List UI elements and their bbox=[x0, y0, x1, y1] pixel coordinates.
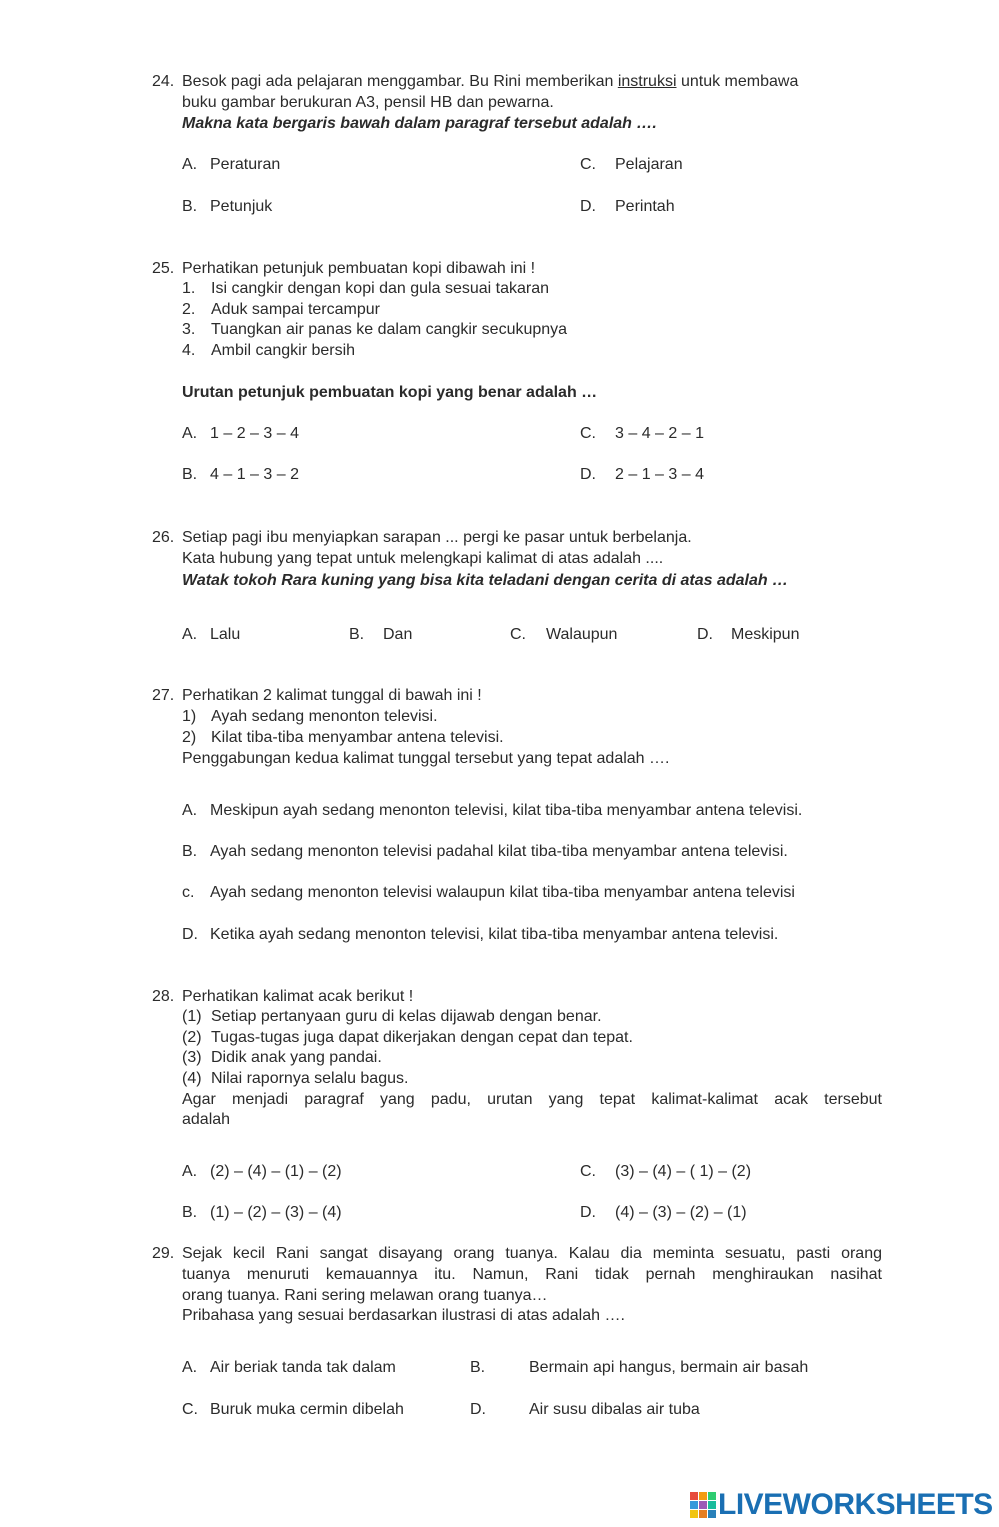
step-text: Tuangkan air panas ke dalam cangkir secukupnya bbox=[211, 321, 568, 338]
sentence-text: Ayah sedang menonton televisi. bbox=[211, 708, 438, 725]
option-a-text: Peraturan bbox=[210, 156, 281, 173]
option-c-text: 3 – 4 – 2 – 1 bbox=[615, 425, 704, 442]
option-b-text: (1) – (2) – (3) – (4) bbox=[210, 1204, 342, 1221]
question-instruction: Watak tokoh Rara kuning yang bisa kita teladani dengan cerita di atas adalah … bbox=[182, 572, 789, 589]
option-a[interactable]: A. bbox=[182, 1163, 198, 1180]
option-d[interactable]: D. bbox=[470, 1401, 486, 1418]
option-c-text: Ayah sedang menonton televisi walaupun kilat tiba-tiba menyambar antena televisi bbox=[210, 884, 795, 901]
logo-text: LIVEWORKSHEETS bbox=[718, 1488, 993, 1521]
option-d-text: Air susu dibalas air tuba bbox=[529, 1401, 700, 1418]
sentence-text: Nilai rapornya selalu bagus. bbox=[211, 1070, 409, 1087]
option-d[interactable]: D. bbox=[580, 1204, 596, 1221]
question-instruction: Makna kata bergaris bawah dalam paragraf tersebut adalah …. bbox=[182, 115, 657, 132]
sentence-number: (3) bbox=[182, 1049, 202, 1066]
option-c-text: Walaupun bbox=[546, 626, 618, 643]
option-b-text: 4 – 1 – 3 – 2 bbox=[210, 466, 299, 483]
question-text: adalah bbox=[182, 1111, 231, 1128]
option-b[interactable]: B. bbox=[182, 843, 198, 860]
option-d[interactable]: D. bbox=[697, 626, 713, 643]
option-d-text: Perintah bbox=[615, 198, 675, 215]
sentence-text: Kilat tiba-tiba menyambar antena televisi. bbox=[211, 729, 504, 746]
sentence-text: Tugas-tugas juga dapat dikerjakan dengan cepat dan tepat. bbox=[211, 1029, 633, 1046]
question-text: Setiap pagi ibu menyiapkan sarapan ... pergi ke pasar untuk berbelanja. bbox=[182, 529, 692, 546]
option-a-text: (2) – (4) – (1) – (2) bbox=[210, 1163, 342, 1180]
option-c-text: Buruk muka cermin dibelah bbox=[210, 1401, 404, 1418]
liveworksheets-logo bbox=[690, 1488, 993, 1522]
question-text: Perhatikan kalimat acak berikut ! bbox=[182, 988, 414, 1005]
question-text: Sejak kecil Rani sangat disayang orang tuanya. Kalau dia meminta sesuatu, pasti orang bbox=[182, 1245, 882, 1262]
option-c[interactable]: C. bbox=[580, 425, 596, 442]
step-text: Isi cangkir dengan kopi dan gula sesuai takaran bbox=[211, 280, 549, 297]
question-text: Penggabungan kedua kalimat tunggal tersebut yang tepat adalah …. bbox=[182, 750, 670, 767]
question-number: 25. bbox=[152, 260, 175, 277]
step-number: 4. bbox=[182, 342, 196, 359]
option-c[interactable]: C. bbox=[580, 1163, 596, 1180]
option-d-text: Ketika ayah sedang menonton televisi, kilat tiba-tiba menyambar antena televisi. bbox=[210, 926, 779, 943]
sentence-text: Setiap pertanyaan guru di kelas dijawab dengan benar. bbox=[211, 1008, 602, 1025]
option-a[interactable]: A. bbox=[182, 156, 198, 173]
step-number: 2. bbox=[182, 301, 196, 318]
question-number: 28. bbox=[152, 988, 175, 1005]
option-b-text: Petunjuk bbox=[210, 198, 273, 215]
question-text: Agar menjadi paragraf yang padu, urutan yang tepat kalimat-kalimat acak tersebut bbox=[182, 1091, 882, 1108]
question-text: Pribahasa yang sesuai berdasarkan ilustrasi di atas adalah …. bbox=[182, 1307, 625, 1324]
option-d[interactable]: D. bbox=[580, 198, 596, 215]
option-c-text: (3) – (4) – ( 1) – (2) bbox=[615, 1163, 752, 1180]
option-d-text: (4) – (3) – (2) – (1) bbox=[615, 1204, 747, 1221]
liveworksheets-logo-icon bbox=[690, 1492, 714, 1518]
question-instruction: Urutan petunjuk pembuatan kopi yang benar adalah … bbox=[182, 384, 598, 401]
option-d[interactable]: D. bbox=[580, 466, 596, 483]
question-number: 29. bbox=[152, 1245, 175, 1262]
option-a-text: Meskipun ayah sedang menonton televisi, kilat tiba-tiba menyambar antena televisi. bbox=[210, 802, 803, 819]
question-number: 27. bbox=[152, 687, 175, 704]
step-number: 1. bbox=[182, 280, 196, 297]
sentence-number: (1) bbox=[182, 1008, 202, 1025]
question-text: buku gambar berukuran A3, pensil HB dan pewarna. bbox=[182, 94, 554, 111]
question-text: Perhatikan petunjuk pembuatan kopi dibawah ini ! bbox=[182, 260, 536, 277]
option-a[interactable]: A. bbox=[182, 802, 198, 819]
option-a-text: 1 – 2 – 3 – 4 bbox=[210, 425, 299, 442]
option-d[interactable]: D. bbox=[182, 926, 198, 943]
sentence-number: (4) bbox=[182, 1070, 202, 1087]
option-b-text: Dan bbox=[383, 626, 413, 643]
option-d-text: 2 – 1 – 3 – 4 bbox=[615, 466, 704, 483]
sentence-number: (2) bbox=[182, 1029, 202, 1046]
question-text: Besok pagi ada pelajaran menggambar. Bu Rini memberikan instruksi untuk membawa bbox=[182, 73, 799, 90]
option-b[interactable]: B. bbox=[470, 1359, 486, 1376]
question-text: orang tuanya. Rani sering melawan orang tuanya… bbox=[182, 1287, 548, 1304]
option-b[interactable]: B. bbox=[182, 1204, 198, 1221]
option-b[interactable]: B. bbox=[349, 626, 365, 643]
step-number: 3. bbox=[182, 321, 196, 338]
option-c[interactable]: C. bbox=[182, 1401, 198, 1418]
option-c-text: Pelajaran bbox=[615, 156, 683, 173]
sentence-text: Didik anak yang pandai. bbox=[211, 1049, 382, 1066]
step-text: Ambil cangkir bersih bbox=[211, 342, 356, 359]
option-b-text: Ayah sedang menonton televisi padahal kilat tiba-tiba menyambar antena televisi. bbox=[210, 843, 788, 860]
option-b-text: Bermain api hangus, bermain air basah bbox=[529, 1359, 809, 1376]
option-c[interactable]: C. bbox=[580, 156, 596, 173]
question-text: Kata hubung yang tepat untuk melengkapi kalimat di atas adalah .... bbox=[182, 550, 664, 567]
option-a[interactable]: A. bbox=[182, 425, 198, 442]
sentence-number: 1) bbox=[182, 708, 197, 725]
option-a-text: Air beriak tanda tak dalam bbox=[210, 1359, 396, 1376]
option-b[interactable]: B. bbox=[182, 466, 198, 483]
option-a[interactable]: A. bbox=[182, 626, 198, 643]
option-b[interactable]: B. bbox=[182, 198, 198, 215]
option-c[interactable]: c. bbox=[182, 884, 195, 901]
question-number: 26. bbox=[152, 529, 175, 546]
question-text: Perhatikan 2 kalimat tunggal di bawah ini ! bbox=[182, 687, 482, 704]
question-text: tuanya menuruti kemauannya itu. Namun, Rani tidak pernah menghiraukan nasihat bbox=[182, 1266, 882, 1283]
option-d-text: Meskipun bbox=[731, 626, 800, 643]
underlined-word: instruksi bbox=[617, 73, 677, 90]
sentence-number: 2) bbox=[182, 729, 197, 746]
option-c[interactable]: C. bbox=[510, 626, 526, 643]
option-a[interactable]: A. bbox=[182, 1359, 198, 1376]
step-text: Aduk sampai tercampur bbox=[211, 301, 380, 318]
option-a-text: Lalu bbox=[210, 626, 241, 643]
question-number: 24. bbox=[152, 73, 175, 90]
